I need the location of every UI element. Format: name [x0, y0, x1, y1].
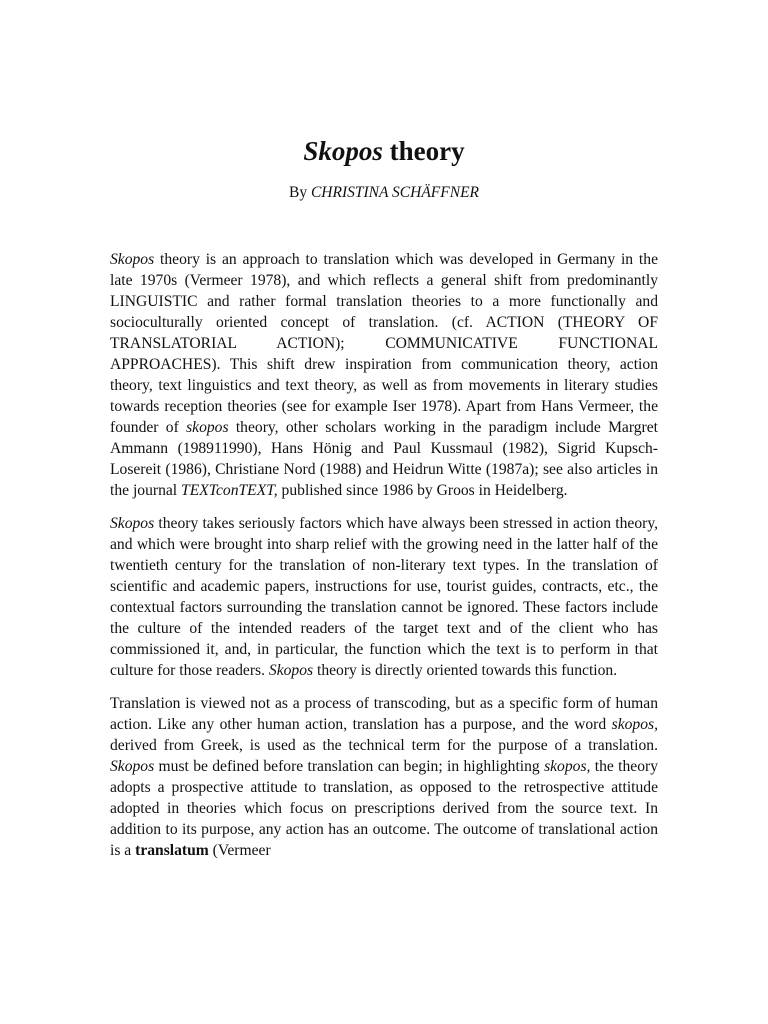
page-title: [0, 133, 768, 169]
paragraph: [110, 513, 658, 681]
paragraph-text: theory takes seriously factors which have always been stressed in action theory, and which were brought into sharp relief with the growing need in the latter half of the twentieth century for the translation of non-literary text types. In the translation of scientific and academic papers, instructions for use, tourist guides, contracts, etc., the contextual factors surrounding the translation cannot be ignored. These factors include the culture of the intended readers of the target text and of the client who has commissioned it, and, in particular, the function which the text is to perform in that culture for those readers.: [110, 515, 658, 679]
author-name: CHRISTINA SCHÄFFNER: [310, 184, 480, 201]
title-rest: theory: [382, 136, 465, 166]
byline-prefix: By: [288, 184, 311, 201]
title-italic: Skopos: [303, 136, 383, 166]
italic-text: Skopos: [110, 515, 155, 532]
italic-text: skopos,: [611, 716, 658, 733]
italic-text: skopos,: [544, 758, 591, 775]
paragraph-text: theory, other scholars working in the paradigm include Margret Ammann (198911990), Hans Hönig and Paul Kussmaul (1982), Sigrid Kupsch-Losereit (1986), Christiane Nord (1988) and Heidrun Witte (1987a); see also articles in the journal: [110, 419, 659, 499]
italic-text: skopos: [186, 419, 229, 436]
italic-text: Skopos: [110, 758, 155, 775]
paragraph-text: must be defined before translation can begin; in highlighting: [154, 758, 545, 775]
paragraph-text: theory is an approach to translation which was developed in Germany in the late 1970s (Vermeer 1978), and which reflects a general shift from predominantly LINGUISTIC and rather formal translation theories to a more functionally and socioculturally oriented concept of translation. (cf. ACTION (THEORY OF TRANSLATORIAL ACTION); COMMUNICATIVE FUNCTIONAL APPROACHES). This shift drew inspiration from communication theory, action theory, text linguistics and text theory, as well as from movements in literary studies towards reception theories (see for example Iser 1978). Apart from Hans Vermeer, the founder of: [110, 251, 658, 436]
paragraph-text: (Vermeer: [208, 842, 271, 859]
byline: [0, 183, 768, 203]
body-text: [110, 249, 658, 873]
paragraph: [110, 693, 658, 861]
paragraph-text: Translation is viewed not as a process of transcoding, but as a specific form of human action. Like any other human action, translation has a purpose, and the word: [110, 695, 658, 733]
italic-text: Skopos: [268, 662, 314, 679]
bold-text: translatum: [135, 842, 209, 859]
paragraph-text: theory is directly oriented towards this function.: [313, 662, 618, 679]
paragraph-text: published since 1986 by Groos in Heidelberg.: [277, 482, 568, 499]
paragraph-text: the theory adopts a prospective attitude to translation, as opposed to the retrospective attitude adopted in theories which focus on prescriptions derived from the source text. In addition to its purpose, any action has an outcome. The outcome of translational action is a: [110, 758, 658, 859]
paragraph: [110, 249, 658, 501]
italic-text: Skopos: [110, 251, 155, 268]
italic-text: TEXTconTEXT,: [181, 482, 278, 499]
paragraph-text: derived from Greek, is used as the technical term for the purpose of a translation.: [110, 737, 658, 754]
